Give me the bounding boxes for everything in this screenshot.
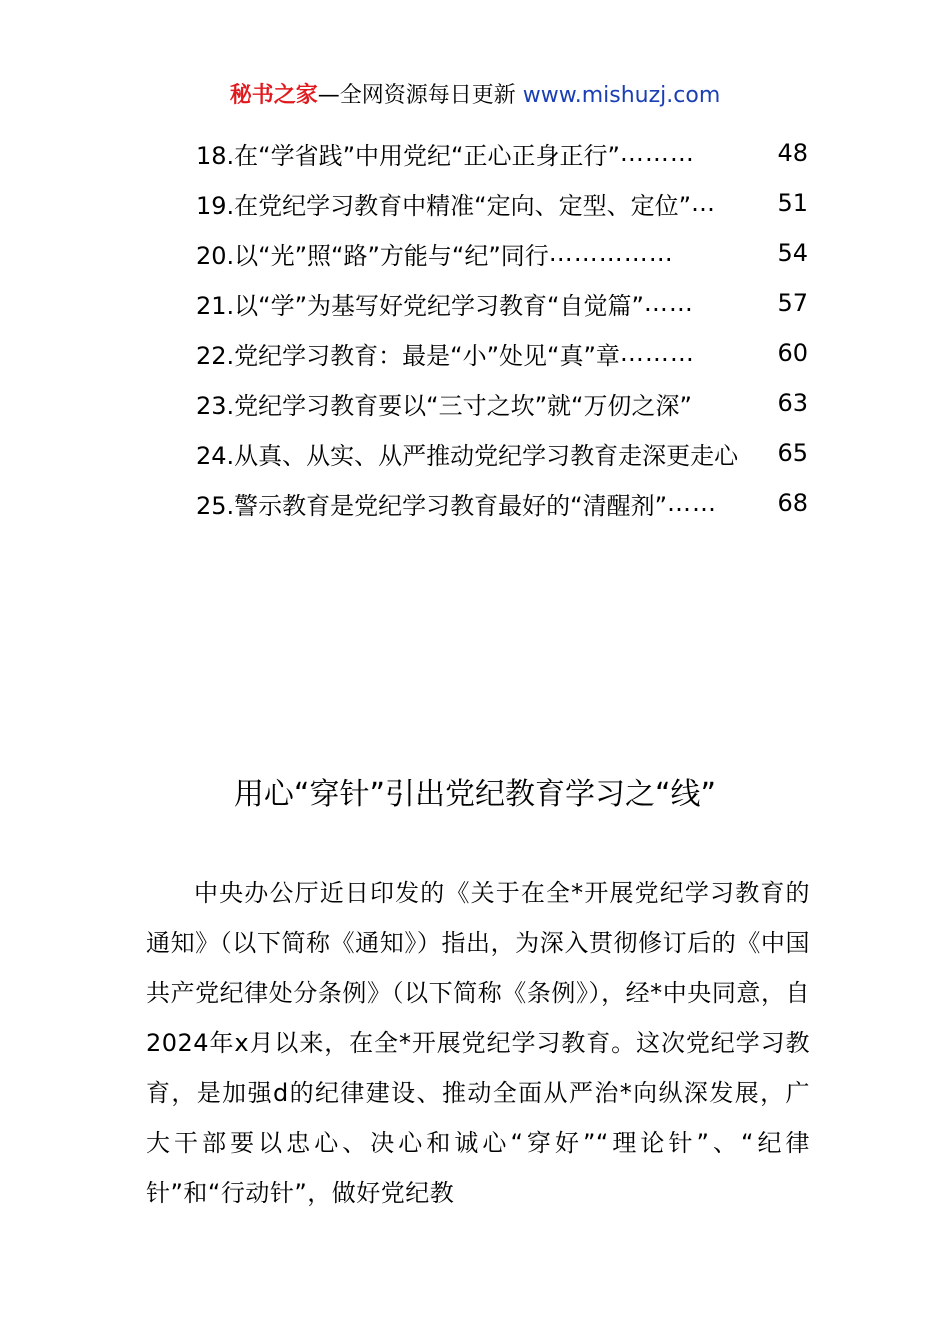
toc-item-title: 22.党纪学习教育：最是“小”处见“真”章 <box>196 341 620 370</box>
toc-item-leader: …………… <box>548 239 674 267</box>
toc-item-title: 20.以“光”照“路”方能与“纪”同行 <box>196 241 549 270</box>
site-tagline: —全网资源每日更新 <box>317 83 516 108</box>
toc-item-page: 57 <box>777 289 808 317</box>
toc-item-page: 48 <box>777 139 808 167</box>
toc-item-title: 21.以“学”为基写好党纪学习教育“自觉篇” <box>196 291 644 320</box>
site-url-link[interactable]: www.mishuzj.com <box>522 83 721 108</box>
article-title: 用心“穿针”引出党纪教育学习之“线” <box>233 777 717 812</box>
toc-item[interactable] <box>196 278 808 328</box>
toc-item-leader: …… <box>667 489 718 517</box>
toc-item-page: 65 <box>777 439 808 467</box>
toc-item-title: 24.从真、从实、从严推动党纪学习教育走深更走心 <box>196 441 739 470</box>
toc-item-leader: … <box>691 189 717 217</box>
toc-item-title: 19.在党纪学习教育中精准“定向、定型、定位” <box>196 191 692 220</box>
toc-item[interactable] <box>196 178 808 228</box>
toc-item-title: 23.党纪学习教育要以“三寸之坎”就“万仞之深” <box>196 391 692 420</box>
site-header <box>0 80 950 112</box>
toc-item-title: 18.在“学省践”中用党纪“正心正身正行” <box>196 141 620 170</box>
toc-item-page: 63 <box>777 389 808 417</box>
toc-item-page: 60 <box>777 339 808 367</box>
toc-item[interactable] <box>196 128 808 178</box>
toc-item-page: 51 <box>777 189 808 217</box>
toc-item[interactable] <box>196 228 808 278</box>
toc-item[interactable] <box>196 328 808 378</box>
toc-item-leader: ……… <box>619 339 695 367</box>
toc-item[interactable] <box>196 478 808 528</box>
toc-item-page: 68 <box>777 489 808 517</box>
toc-item-leader: …… <box>643 289 694 317</box>
toc-item-leader: ……… <box>619 139 695 167</box>
article-paragraph: 中央办公厅近日印发的《关于在全*开展党纪学习教育的通知》（以下简称《通知》）指出，为深入贯彻修订后的《中国共产党纪律处分条例》（以下简称《条例》），经*中央同意，自2024年x月以来，在全*开展党纪学习教育。这次党纪学习教育，是加强d的纪律建设、推动全面从严治*向纵深发展，广大干部要以忠心、决心和诚心“穿好”“理论针”、“纪律针”和“行动针”，做好党纪教 <box>146 879 810 1207</box>
toc-item-title: 25.警示教育是党纪学习教育最好的“清醒剂” <box>196 491 668 520</box>
site-brand: 秘书之家 <box>229 83 318 108</box>
table-of-contents <box>196 128 808 528</box>
toc-item-page: 54 <box>777 239 808 267</box>
toc-item[interactable] <box>196 378 808 428</box>
toc-item[interactable] <box>196 428 808 478</box>
